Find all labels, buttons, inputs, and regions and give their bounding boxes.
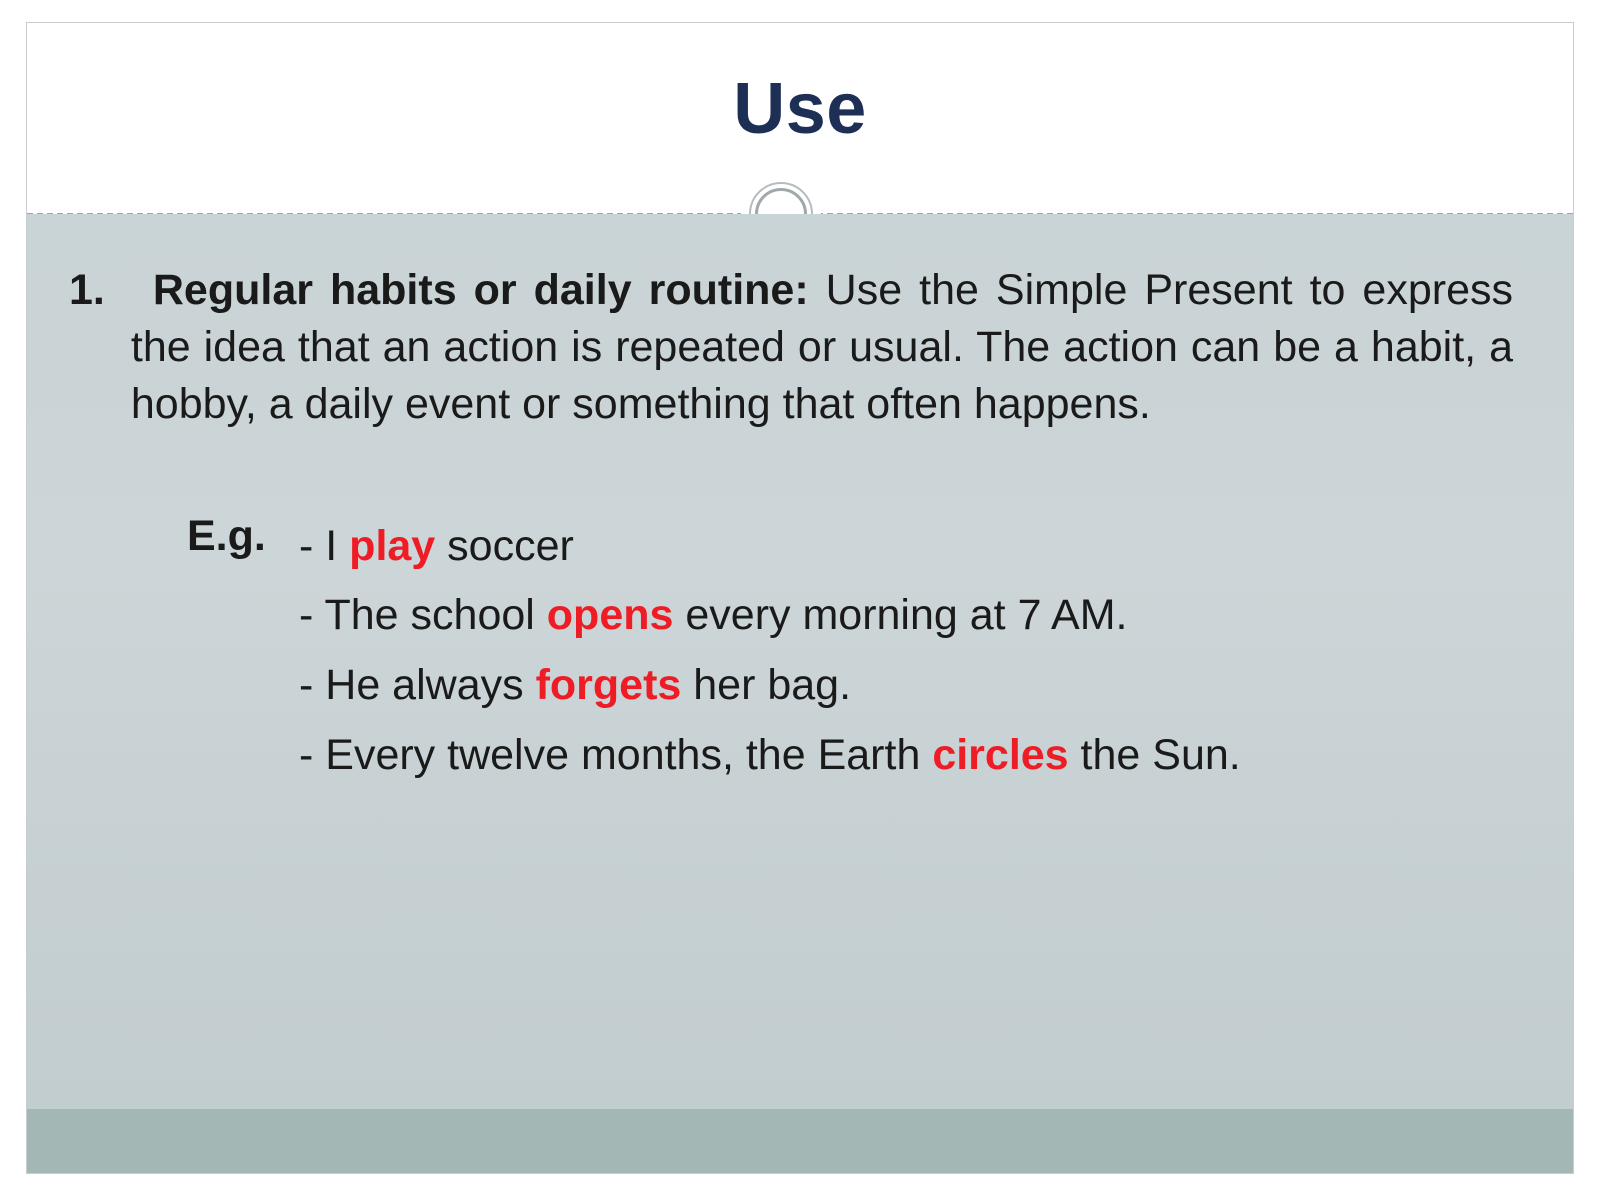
- example-highlight: play: [349, 521, 436, 570]
- slide-content: [27, 214, 1573, 1109]
- rule-text: [131, 262, 1513, 434]
- example-after: her bag.: [681, 660, 852, 709]
- example-highlight: forgets: [535, 660, 682, 709]
- examples-label: E.g.: [187, 511, 266, 560]
- bottom-band: [27, 1109, 1573, 1173]
- examples-block: [69, 512, 1513, 791]
- example-after: every morning at 7 AM.: [673, 591, 1128, 640]
- examples-list: [299, 512, 1513, 791]
- rule-item: [69, 262, 1513, 434]
- example-before: - Every twelve months, the Earth: [299, 730, 933, 779]
- rule-body: Use the Simple Present to express the idea that an action is repeated or usual. The action can be a habit, a hobby, a daily event or something that often happens.: [130, 266, 1513, 429]
- example-after: the Sun.: [1068, 730, 1241, 779]
- body-panel: [27, 214, 1573, 1109]
- page-title: Use: [733, 69, 867, 149]
- example-highlight: circles: [932, 730, 1069, 779]
- example-after: soccer: [435, 521, 574, 570]
- list-item: [299, 512, 1513, 582]
- example-highlight: opens: [546, 591, 674, 640]
- example-before: - He always: [299, 660, 536, 709]
- list-item: [299, 721, 1513, 791]
- example-before: - I: [299, 521, 350, 570]
- list-item: [299, 651, 1513, 721]
- rule-number: 1.: [69, 266, 105, 314]
- list-item: [299, 581, 1513, 651]
- example-before: - The school: [299, 591, 547, 640]
- rule-lead: Regular habits or daily routine:: [152, 266, 809, 314]
